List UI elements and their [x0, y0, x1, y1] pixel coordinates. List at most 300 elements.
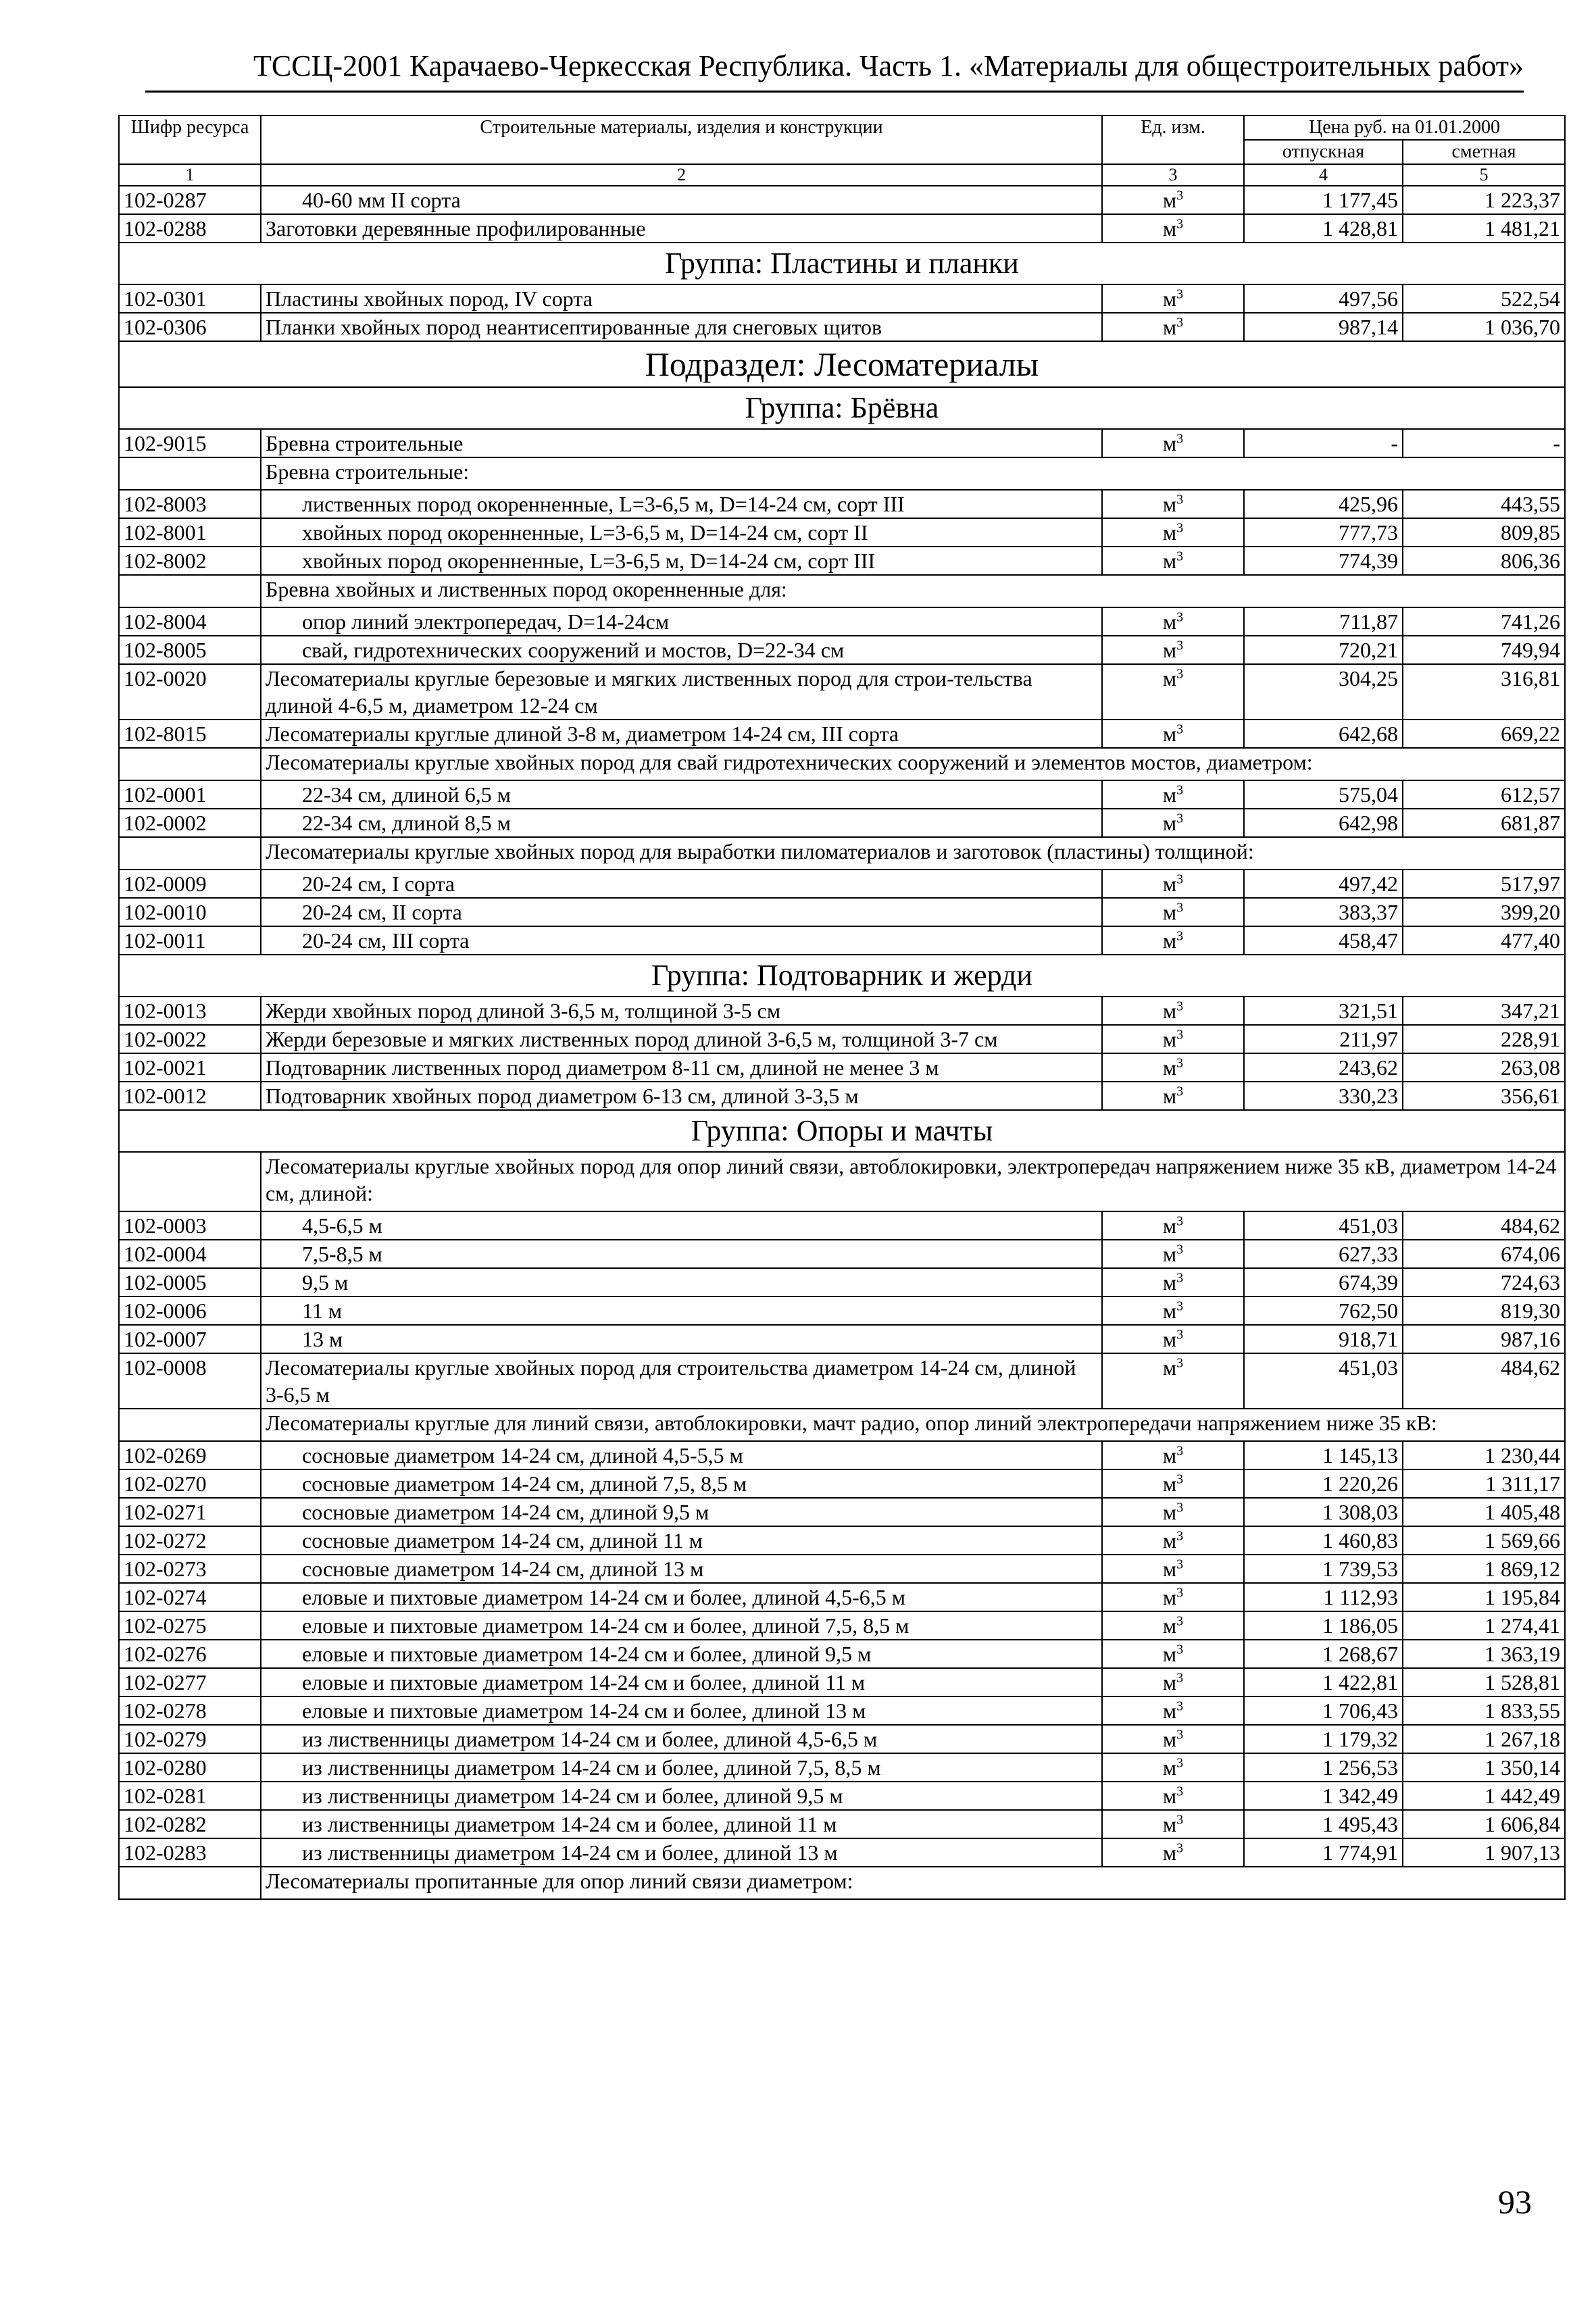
unit-cell — [1102, 1838, 1244, 1867]
price-estimate: 1 267,18 — [1403, 1725, 1565, 1753]
note-code-blank — [119, 748, 261, 780]
price-estimate: 522,54 — [1403, 284, 1565, 313]
price-estimate: 819,30 — [1403, 1297, 1565, 1325]
header-divider — [145, 91, 1524, 93]
unit-cell — [1102, 780, 1244, 809]
unit-cell — [1102, 1469, 1244, 1498]
table-row — [119, 780, 1565, 809]
note-text: Бревна строительные: — [261, 457, 1565, 490]
column-header-price-release: отпускная — [1244, 140, 1403, 164]
price-estimate: 1 528,81 — [1403, 1668, 1565, 1696]
material-description: 20-24 см, I сорта — [261, 870, 1102, 898]
price-estimate: 356,61 — [1403, 1082, 1565, 1110]
unit-exponent: 3 — [1176, 609, 1184, 625]
unit-exponent: 3 — [1176, 1213, 1184, 1229]
table-row — [119, 997, 1565, 1025]
price-release: 1 220,26 — [1244, 1469, 1403, 1498]
resource-code: 102-0301 — [119, 284, 261, 313]
unit-exponent: 3 — [1176, 1840, 1184, 1856]
price-estimate: 1 350,14 — [1403, 1753, 1565, 1782]
resource-code: 102-0006 — [119, 1297, 261, 1325]
unit-base: м — [1162, 549, 1177, 573]
price-estimate: 1 036,70 — [1403, 313, 1565, 341]
price-release: 918,71 — [1244, 1325, 1403, 1353]
unit-base: м — [1162, 286, 1177, 311]
page-number: 93 — [1498, 2183, 1532, 2221]
material-description: Жерди березовые и мягких лиственных пород длиной 3-6,5 м, толщиной 3-7 см — [261, 1025, 1102, 1053]
table-row — [119, 1526, 1565, 1555]
note-code-blank — [119, 457, 261, 490]
unit-cell — [1102, 1725, 1244, 1753]
price-estimate: 1 405,48 — [1403, 1498, 1565, 1526]
price-release: 451,03 — [1244, 1211, 1403, 1240]
price-release: 642,98 — [1244, 809, 1403, 837]
material-description: Пластины хвойных пород, IV сорта — [261, 284, 1102, 313]
price-release: 497,42 — [1244, 870, 1403, 898]
resource-code: 102-9015 — [119, 429, 261, 457]
unit-cell — [1102, 1353, 1244, 1409]
note-code-blank — [119, 1409, 261, 1441]
material-description: 20-24 см, II сорта — [261, 898, 1102, 926]
price-release: 211,97 — [1244, 1025, 1403, 1053]
unit-base: м — [1162, 872, 1177, 896]
price-release: 1 422,81 — [1244, 1668, 1403, 1696]
price-estimate: 674,06 — [1403, 1240, 1565, 1268]
table-row — [119, 664, 1565, 720]
unit-exponent: 3 — [1176, 999, 1184, 1014]
material-description: Подтоварник лиственных пород диаметром 8-11 см, длиной не менее 3 м — [261, 1053, 1102, 1082]
resource-code: 102-0009 — [119, 870, 261, 898]
unit-exponent: 3 — [1176, 216, 1184, 232]
note-code-blank — [119, 575, 261, 607]
price-release: 1 706,43 — [1244, 1696, 1403, 1725]
table-row — [119, 1498, 1565, 1526]
table-row — [119, 1838, 1565, 1867]
material-description: Жерди хвойных пород длиной 3-6,5 м, толщиной 3-5 см — [261, 997, 1102, 1025]
material-description: из лиственницы диаметром 14-24 см и более, длиной 7,5, 8,5 м — [261, 1753, 1102, 1782]
resource-code: 102-0277 — [119, 1668, 261, 1696]
unit-base: м — [1162, 492, 1177, 516]
material-description: из лиственницы диаметром 14-24 см и более, длиной 9,5 м — [261, 1782, 1102, 1810]
note-text: Бревна хвойных и лиственных пород окоренненные для: — [261, 575, 1565, 607]
note-row — [119, 837, 1565, 870]
resource-code: 102-0001 — [119, 780, 261, 809]
table-row — [119, 1782, 1565, 1810]
price-table — [118, 115, 1566, 1900]
note-row — [119, 748, 1565, 780]
table-row — [119, 547, 1565, 575]
table-row — [119, 1268, 1565, 1297]
unit-cell — [1102, 1668, 1244, 1696]
price-release: 1 112,93 — [1244, 1583, 1403, 1611]
column-header-price-estimate: сметная — [1403, 140, 1565, 164]
price-estimate: 1 311,17 — [1403, 1469, 1565, 1498]
unit-base: м — [1162, 1055, 1177, 1080]
unit-exponent: 3 — [1176, 549, 1184, 564]
material-description: еловые и пихтовые диаметром 14-24 см и более, длиной 13 м — [261, 1696, 1102, 1725]
group-heading-row — [119, 243, 1565, 284]
price-release: 1 495,43 — [1244, 1810, 1403, 1838]
table-row — [119, 284, 1565, 313]
unit-base: м — [1162, 666, 1177, 690]
price-release: 1 460,83 — [1244, 1526, 1403, 1555]
price-release: 304,25 — [1244, 664, 1403, 720]
unit-cell — [1102, 1810, 1244, 1838]
unit-exponent: 3 — [1176, 928, 1184, 944]
unit-cell — [1102, 1268, 1244, 1297]
unit-exponent: 3 — [1176, 1270, 1184, 1286]
column-number-row — [119, 164, 1565, 186]
price-release: 321,51 — [1244, 997, 1403, 1025]
group-heading: Группа: Подтоварник и жерди — [119, 955, 1565, 997]
unit-base: м — [1162, 1084, 1177, 1108]
column-number: 5 — [1403, 164, 1565, 186]
resource-code: 102-0005 — [119, 1268, 261, 1297]
price-release: 425,96 — [1244, 490, 1403, 518]
material-description: Заготовки деревянные профилированные — [261, 214, 1102, 243]
resource-code: 102-8001 — [119, 518, 261, 547]
price-estimate: 347,21 — [1403, 997, 1565, 1025]
unit-exponent: 3 — [1176, 286, 1184, 302]
unit-exponent: 3 — [1176, 1670, 1184, 1686]
price-release: 1 308,03 — [1244, 1498, 1403, 1526]
price-estimate: 1 274,41 — [1403, 1611, 1565, 1640]
table-header-row — [119, 116, 1565, 140]
unit-base: м — [1162, 638, 1177, 662]
unit-exponent: 3 — [1176, 1055, 1184, 1071]
unit-exponent: 3 — [1176, 1500, 1184, 1515]
unit-exponent: 3 — [1176, 1528, 1184, 1544]
material-description: Планки хвойных пород неантисептированные для снеговых щитов — [261, 313, 1102, 341]
column-number: 4 — [1244, 164, 1403, 186]
price-estimate: 1 833,55 — [1403, 1696, 1565, 1725]
subsection-heading: Подраздел: Лесоматериалы — [119, 341, 1565, 387]
price-estimate: 612,57 — [1403, 780, 1565, 809]
material-description: сосновые диаметром 14-24 см, длиной 7,5, 8,5 м — [261, 1469, 1102, 1498]
price-release: 711,87 — [1244, 607, 1403, 636]
table-row — [119, 1441, 1565, 1469]
resource-code: 102-0272 — [119, 1526, 261, 1555]
page-header-title: ТССЦ-2001 Карачаево-Черкесская Республика. Часть 1. «Материалы для общестроительных работ» — [253, 49, 1524, 82]
unit-cell — [1102, 1782, 1244, 1810]
unit-base: м — [1162, 609, 1177, 634]
price-estimate: 987,16 — [1403, 1325, 1565, 1353]
unit-cell — [1102, 1526, 1244, 1555]
unit-base: м — [1162, 782, 1177, 807]
price-release: 987,14 — [1244, 313, 1403, 341]
unit-cell — [1102, 1583, 1244, 1611]
unit-exponent: 3 — [1176, 315, 1184, 330]
resource-code: 102-0288 — [119, 214, 261, 243]
unit-exponent: 3 — [1176, 188, 1184, 203]
table-row — [119, 1810, 1565, 1838]
material-description: 9,5 м — [261, 1268, 1102, 1297]
unit-cell — [1102, 1555, 1244, 1583]
price-release: 1 739,53 — [1244, 1555, 1403, 1583]
price-estimate: 1 442,49 — [1403, 1782, 1565, 1810]
material-description: 22-34 см, длиной 6,5 м — [261, 780, 1102, 809]
note-code-blank — [119, 1152, 261, 1211]
price-estimate: 749,94 — [1403, 636, 1565, 664]
price-estimate: 263,08 — [1403, 1053, 1565, 1082]
unit-cell — [1102, 1240, 1244, 1268]
unit-exponent: 3 — [1176, 492, 1184, 507]
unit-exponent: 3 — [1176, 1443, 1184, 1459]
price-estimate: 1 481,21 — [1403, 214, 1565, 243]
unit-base: м — [1162, 1242, 1177, 1266]
unit-base: м — [1162, 1699, 1177, 1723]
resource-code: 102-8004 — [119, 607, 261, 636]
price-estimate: 1 223,37 — [1403, 186, 1565, 214]
price-estimate: 806,36 — [1403, 547, 1565, 575]
material-description: свай, гидротехнических сооружений и мостов, D=22-34 см — [261, 636, 1102, 664]
unit-cell — [1102, 898, 1244, 926]
column-header-unit: Ед. изм. — [1102, 116, 1244, 164]
note-text: Лесоматериалы круглые хвойных пород для свай гидротехнических сооружений и элементов мостов, диаметром: — [261, 748, 1565, 780]
unit-cell — [1102, 664, 1244, 720]
unit-base: м — [1162, 722, 1177, 746]
material-description: из лиственницы диаметром 14-24 см и более, длиной 4,5-6,5 м — [261, 1725, 1102, 1753]
price-release: 383,37 — [1244, 898, 1403, 926]
price-release: 1 186,05 — [1244, 1611, 1403, 1640]
table-row — [119, 313, 1565, 341]
table-row — [119, 1640, 1565, 1668]
resource-code: 102-0020 — [119, 664, 261, 720]
table-row — [119, 1240, 1565, 1268]
resource-code: 102-0279 — [119, 1725, 261, 1753]
unit-base: м — [1162, 431, 1177, 455]
table-row — [119, 1753, 1565, 1782]
resource-code: 102-0282 — [119, 1810, 261, 1838]
unit-base: м — [1162, 1727, 1177, 1751]
column-number: 1 — [119, 164, 261, 186]
note-code-blank — [119, 1867, 261, 1899]
price-release: 777,73 — [1244, 518, 1403, 547]
group-heading-row — [119, 1110, 1565, 1152]
price-estimate: 443,55 — [1403, 490, 1565, 518]
unit-cell — [1102, 490, 1244, 518]
resource-code: 102-8003 — [119, 490, 261, 518]
unit-base: м — [1162, 1784, 1177, 1808]
group-heading: Группа: Опоры и мачты — [119, 1110, 1565, 1152]
price-release: - — [1244, 429, 1403, 457]
resource-code: 102-0013 — [119, 997, 261, 1025]
table-row — [119, 1082, 1565, 1110]
table-row — [119, 870, 1565, 898]
table-row — [119, 1611, 1565, 1640]
unit-cell — [1102, 720, 1244, 748]
unit-exponent: 3 — [1176, 431, 1184, 447]
unit-exponent: 3 — [1176, 1472, 1184, 1487]
unit-exponent: 3 — [1176, 666, 1184, 682]
resource-code: 102-0280 — [119, 1753, 261, 1782]
unit-exponent: 3 — [1176, 900, 1184, 915]
price-release: 674,39 — [1244, 1268, 1403, 1297]
price-release: 575,04 — [1244, 780, 1403, 809]
unit-base: м — [1162, 1670, 1177, 1694]
resource-code: 102-0003 — [119, 1211, 261, 1240]
material-description: сосновые диаметром 14-24 см, длиной 13 м — [261, 1555, 1102, 1583]
price-estimate: 1 606,84 — [1403, 1810, 1565, 1838]
material-description: 22-34 см, длиной 8,5 м — [261, 809, 1102, 837]
unit-base: м — [1162, 811, 1177, 835]
unit-exponent: 3 — [1176, 1355, 1184, 1371]
table-row — [119, 1583, 1565, 1611]
price-estimate: 316,81 — [1403, 664, 1565, 720]
resource-code: 102-0278 — [119, 1696, 261, 1725]
price-release: 1 145,13 — [1244, 1441, 1403, 1469]
resource-code: 102-0002 — [119, 809, 261, 837]
note-row — [119, 1152, 1565, 1211]
unit-exponent: 3 — [1176, 1327, 1184, 1342]
price-estimate: 484,62 — [1403, 1353, 1565, 1409]
table-row — [119, 429, 1565, 457]
note-row — [119, 1409, 1565, 1441]
column-number: 2 — [261, 164, 1102, 186]
material-description: хвойных пород окоренненные, L=3-6,5 м, D=14-24 см, сорт III — [261, 547, 1102, 575]
resource-code: 102-0273 — [119, 1555, 261, 1583]
unit-cell — [1102, 870, 1244, 898]
unit-base: м — [1162, 216, 1177, 241]
table-row — [119, 1469, 1565, 1498]
resource-code: 102-0306 — [119, 313, 261, 341]
material-description: из лиственницы диаметром 14-24 см и более, длиной 13 м — [261, 1838, 1102, 1867]
unit-cell — [1102, 1025, 1244, 1053]
material-description: опор линий электропередач, D=14-24см — [261, 607, 1102, 636]
unit-base: м — [1162, 315, 1177, 339]
table-row — [119, 1025, 1565, 1053]
resource-code: 102-0007 — [119, 1325, 261, 1353]
material-description: еловые и пихтовые диаметром 14-24 см и более, длиной 4,5-6,5 м — [261, 1583, 1102, 1611]
unit-cell — [1102, 926, 1244, 955]
note-row — [119, 575, 1565, 607]
resource-code: 102-0275 — [119, 1611, 261, 1640]
resource-code: 102-0021 — [119, 1053, 261, 1082]
unit-exponent: 3 — [1176, 1613, 1184, 1629]
unit-cell — [1102, 1611, 1244, 1640]
unit-exponent: 3 — [1176, 1727, 1184, 1742]
material-description: сосновые диаметром 14-24 см, длиной 9,5 м — [261, 1498, 1102, 1526]
unit-exponent: 3 — [1176, 1242, 1184, 1257]
column-header-description: Строительные материалы, изделия и конструкции — [261, 116, 1102, 164]
price-estimate: 669,22 — [1403, 720, 1565, 748]
table-row — [119, 607, 1565, 636]
unit-cell — [1102, 1325, 1244, 1353]
unit-base: м — [1162, 1355, 1177, 1380]
unit-exponent: 3 — [1176, 1812, 1184, 1828]
price-estimate: 517,97 — [1403, 870, 1565, 898]
unit-exponent: 3 — [1176, 638, 1184, 653]
unit-cell — [1102, 214, 1244, 243]
unit-base: м — [1162, 900, 1177, 924]
unit-cell — [1102, 186, 1244, 214]
unit-base: м — [1162, 928, 1177, 953]
unit-base: м — [1162, 1299, 1177, 1323]
table-row — [119, 926, 1565, 955]
unit-exponent: 3 — [1176, 1027, 1184, 1042]
unit-cell — [1102, 1498, 1244, 1526]
unit-exponent: 3 — [1176, 1699, 1184, 1714]
price-release: 762,50 — [1244, 1297, 1403, 1325]
unit-cell — [1102, 1211, 1244, 1240]
resource-code: 102-0010 — [119, 898, 261, 926]
material-description: Лесоматериалы круглые березовые и мягких лиственных пород для строи-тельства длиной 4-6,5 м, диаметром 12-24 см — [261, 664, 1102, 720]
price-release: 1 342,49 — [1244, 1782, 1403, 1810]
material-description: Бревна строительные — [261, 429, 1102, 457]
unit-base: м — [1162, 1027, 1177, 1051]
price-release: 1 428,81 — [1244, 214, 1403, 243]
unit-cell — [1102, 1053, 1244, 1082]
unit-base: м — [1162, 1557, 1177, 1581]
unit-base: м — [1162, 1812, 1177, 1836]
unit-cell — [1102, 636, 1244, 664]
unit-base: м — [1162, 1528, 1177, 1553]
group-heading: Группа: Брёвна — [119, 387, 1565, 429]
price-estimate: 1 230,44 — [1403, 1441, 1565, 1469]
table-row — [119, 1211, 1565, 1240]
column-header-price-group: Цена руб. на 01.01.2000 — [1244, 116, 1565, 140]
table-row — [119, 636, 1565, 664]
material-description: сосновые диаметром 14-24 см, длиной 4,5-5,5 м — [261, 1441, 1102, 1469]
price-estimate: 484,62 — [1403, 1211, 1565, 1240]
price-release: 243,62 — [1244, 1053, 1403, 1082]
unit-exponent: 3 — [1176, 1084, 1184, 1099]
table-row — [119, 898, 1565, 926]
unit-base: м — [1162, 1613, 1177, 1638]
price-estimate: 399,20 — [1403, 898, 1565, 926]
material-description: 4,5-6,5 м — [261, 1211, 1102, 1240]
material-description: 13 м — [261, 1325, 1102, 1353]
price-release: 627,33 — [1244, 1240, 1403, 1268]
unit-base: м — [1162, 1500, 1177, 1524]
table-row — [119, 1353, 1565, 1409]
resource-code: 102-0022 — [119, 1025, 261, 1053]
unit-exponent: 3 — [1176, 1642, 1184, 1657]
unit-exponent: 3 — [1176, 1784, 1184, 1799]
unit-exponent: 3 — [1176, 872, 1184, 887]
table-row — [119, 1555, 1565, 1583]
unit-cell — [1102, 518, 1244, 547]
note-text: Лесоматериалы круглые хвойных пород для выработки пиломатериалов и заготовок (пластины) толщиной: — [261, 837, 1565, 870]
material-description: 7,5-8,5 м — [261, 1240, 1102, 1268]
group-heading-row — [119, 955, 1565, 997]
unit-exponent: 3 — [1176, 782, 1184, 798]
price-estimate: - — [1403, 429, 1565, 457]
table-row — [119, 1696, 1565, 1725]
note-text: Лесоматериалы круглые для линий связи, автоблокировки, мачт радио, опор линий электропередачи напряжением ниже 35 кВ: — [261, 1409, 1565, 1441]
unit-base: м — [1162, 1585, 1177, 1609]
table-row — [119, 214, 1565, 243]
material-description: сосновые диаметром 14-24 см, длиной 11 м — [261, 1526, 1102, 1555]
material-description: 40-60 мм II сорта — [261, 186, 1102, 214]
table-body — [119, 186, 1565, 1899]
price-release: 330,23 — [1244, 1082, 1403, 1110]
unit-base: м — [1162, 1327, 1177, 1351]
price-release: 774,39 — [1244, 547, 1403, 575]
unit-exponent: 3 — [1176, 1755, 1184, 1771]
resource-code: 102-0269 — [119, 1441, 261, 1469]
unit-cell — [1102, 1441, 1244, 1469]
resource-code: 102-0011 — [119, 926, 261, 955]
price-release: 497,56 — [1244, 284, 1403, 313]
price-estimate: 1 907,13 — [1403, 1838, 1565, 1867]
material-description: 20-24 см, III сорта — [261, 926, 1102, 955]
material-description: лиственных пород окоренненные, L=3-6,5 м, D=14-24 см, сорт III — [261, 490, 1102, 518]
price-estimate: 809,85 — [1403, 518, 1565, 547]
table-row — [119, 518, 1565, 547]
resource-code: 102-0276 — [119, 1640, 261, 1668]
resource-code: 102-8002 — [119, 547, 261, 575]
